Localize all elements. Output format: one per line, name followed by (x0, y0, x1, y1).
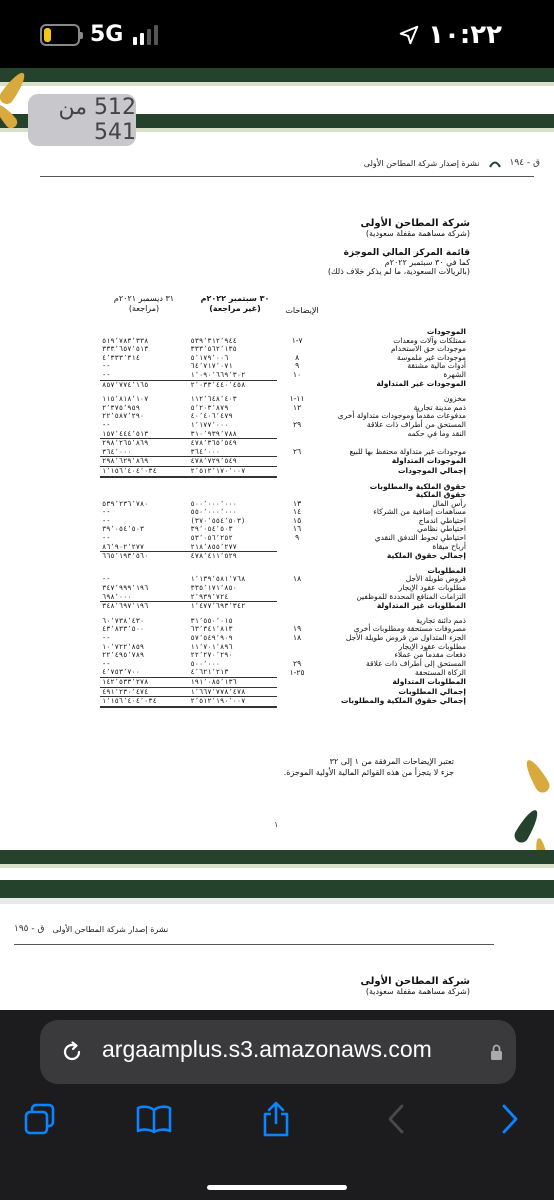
row-current-value: ٦٤٬٧١٧٬٠٧١ (190, 362, 233, 371)
col-current: ٣٠ سبتمبر ٢٠٢٢م (غير مراجعة) (200, 294, 270, 313)
row-label: الجزء المتداول من قروض طويلة الأجل (345, 633, 466, 642)
column-headers (100, 294, 470, 324)
row-label: مطلوبات عقود الإيجار (398, 641, 466, 651)
row-prior-value: ٦٩٨٬٠٠٠ (102, 592, 132, 601)
banner-stripe (0, 880, 554, 898)
row-note: ١٠ (293, 370, 302, 380)
table-row (100, 660, 468, 669)
row-label: إجمالي الموجودات (397, 466, 466, 476)
row-prior-value: ٢٢٬٥٨٧٬٢٩٠ (102, 412, 145, 421)
table-row (100, 677, 468, 687)
row-note: ١٨ (293, 574, 302, 584)
pdf-page-next[interactable] (0, 904, 554, 1018)
row-current-value: ٥٥٠٬٠٠٠٬٠٠٠ (190, 508, 237, 517)
table-row (100, 491, 468, 500)
row-current-value: ٥٬١٧٩٬٠٠٦ (190, 353, 229, 362)
row-note (277, 584, 317, 593)
row-note: ٧-١ (291, 335, 303, 345)
doc-header (14, 924, 168, 934)
row-label: النقد وما في حكمه (407, 428, 466, 438)
book-icon (136, 1104, 172, 1134)
row-current-value: ١٬١٧٧٬٠٠٠ (190, 420, 229, 429)
status-time (398, 20, 502, 50)
home-indicator[interactable] (207, 1185, 347, 1190)
banner-stripe (0, 82, 554, 86)
row-current-value: ٥٠٠٬٠٠٠٬٠٠٠ (190, 499, 237, 508)
row-label: الشهرة (443, 370, 466, 380)
row-prior-value: ٨٥٧٬٧٧٤٬١٦٥ (100, 380, 189, 389)
row-label: احتياطي تحوط التدفق النقدي (374, 533, 466, 543)
row-label: المستحق من أطراف ذات علاقة (366, 419, 466, 429)
table-row (100, 602, 468, 611)
row-current-value: (٣٧٠٬٥٥٤٬٥٠٣) (190, 516, 246, 525)
row-prior-value: ١٥٧٬٤٤٤٬٥١٣ (102, 429, 149, 438)
row-label: قروض طويلة الأجل (405, 574, 466, 584)
row-prior-value: -- (102, 362, 111, 371)
row-note: ٩ (295, 533, 300, 543)
row-current-value: ٣٣٣٬٥٦٢٬١٣٥ (190, 345, 237, 354)
company-type: (شركة مساهمة مقفلة سعودية) (365, 987, 470, 996)
row-prior-value: ٢٩٨٬٢٦٥٬٨٦٩ (100, 439, 189, 448)
row-current-value: ٤٧٨٬٣٦٥٬٥٤٩ (189, 439, 277, 448)
row-current-value (189, 491, 277, 500)
row-label: الموجودات (426, 327, 466, 336)
row-current-value: ٥٬٢٠٣٬٨٧٩ (190, 403, 229, 412)
row-note: ١٢ (293, 402, 302, 412)
row-current-value: ٤٧٨٬٧٢٩٬٥٤٩ (189, 457, 277, 467)
company-block (361, 976, 470, 996)
row-label: التزامات المنافع المحددة للموظفين (356, 591, 466, 601)
banner-stripe (0, 864, 554, 868)
row-current-value: ١٬٦٦٧٬٧٧٨٬٤٧٨ (189, 687, 277, 697)
row-label: مصروفات مستحقة ومطلوبات أخرى (353, 624, 466, 634)
table-row (100, 517, 468, 526)
row-note: ٩ (295, 361, 300, 371)
divider (40, 176, 534, 177)
bookmarks-button[interactable] (134, 1099, 174, 1139)
row-note: ١٩ (293, 624, 302, 634)
row-label: حقوق الملكية والمطلوبات (369, 481, 466, 491)
clock: ١٠:٢٢ (428, 20, 502, 50)
row-prior-value (100, 328, 189, 337)
network-type: 5G (90, 22, 124, 47)
battery-level (44, 28, 51, 42)
row-label: ممتلكات وآلات ومعدات (393, 335, 466, 345)
row-note (277, 380, 317, 389)
row-label: احتياطي اندماج (418, 515, 466, 525)
row-label: موجودات غير متداولة محتفظ بها للبيع (349, 446, 466, 456)
row-label: الموجودات غير المتداولة (376, 379, 466, 389)
row-label: ذمم دائنة تجارية (416, 615, 466, 625)
tabs-icon (23, 1102, 57, 1136)
row-prior-value: ٣٩٬٠٥٤٬٥٠٣ (102, 525, 145, 534)
row-current-value: ٢٬٩٣٩٬٧٢٤ (190, 592, 229, 601)
row-note (277, 593, 317, 602)
row-prior-value: ٤٬٣٣٣٬٣١٤ (102, 353, 140, 362)
row-label: مساهمات إضافية من الشركاء (373, 507, 466, 517)
row-current-value (189, 328, 277, 337)
row-note (277, 483, 317, 492)
table-row (100, 466, 468, 476)
row-prior-value (100, 491, 189, 500)
row-label: المطلوبات (427, 565, 466, 575)
location-arrow-icon (398, 24, 420, 46)
row-prior-value: ٤٣٬٨٣٣٬٥٠٠ (102, 625, 145, 634)
table-row (100, 534, 468, 543)
row-label: رأس المال (432, 498, 466, 508)
row-prior-value: -- (102, 575, 111, 584)
address-bar[interactable] (40, 1020, 516, 1084)
row-prior-value (100, 483, 189, 492)
back-button[interactable] (376, 1099, 416, 1139)
row-note: ٢٥-١ (289, 667, 305, 677)
share-button[interactable] (256, 1099, 296, 1139)
lock-icon (490, 1044, 503, 1060)
row-prior-value: ٢٩٨٬٦٢٩٬٨٦٩ (100, 457, 189, 467)
banner-stripe (0, 68, 554, 82)
row-current-value: ٣٩٬٠٥٤٬٥٠٣ (190, 525, 233, 534)
pdf-viewer[interactable] (0, 68, 554, 1018)
row-label: دفعات مقدماً من عملاء (394, 650, 466, 660)
row-current-value: ٣٦٤٬٠٠٠ (190, 447, 221, 456)
row-note: ٢٩ (293, 658, 302, 668)
table-row (100, 687, 468, 697)
row-label: مطلوبات عقود الإيجار (398, 583, 466, 593)
col-notes: الإيضاحات (285, 306, 319, 315)
row-current-value: ٤٬٦٢١٬٢١٣ (190, 668, 229, 677)
row-prior-value: ٥٣٩٬٢٣٦٬٧٨٠ (102, 499, 149, 508)
company-name: شركة المطاحن الأولى (360, 976, 470, 987)
row-prior-value: -- (102, 534, 111, 543)
row-current-value (189, 567, 277, 576)
table-row (100, 457, 468, 467)
row-note: ١٦ (293, 524, 302, 534)
row-current-value: ٤٧٨٬٤١١٬٥٢٩ (189, 552, 277, 561)
company-name: شركة المطاحن الأولى (360, 218, 470, 229)
row-current-value: ٢٬٥١٢٬١٩٠٬٠٠٧ (189, 697, 277, 707)
row-prior-value: -- (102, 516, 111, 525)
divider (14, 944, 494, 945)
row-prior-value: ٣٤٨٬٦٩٧٬١٩٦ (100, 602, 189, 611)
row-note: ١٤ (293, 507, 302, 517)
row-current-value: ١٩١٬٠٨٥٬١٣٦ (189, 677, 277, 687)
row-note (277, 552, 317, 561)
battery-icon (40, 24, 80, 46)
row-label: إجمالي حقوق الملكية والمطلوبات (340, 696, 466, 706)
row-current-value: ٦٣٬٣٤١٬٨١٣ (190, 625, 233, 634)
row-prior-value: ٨٦٬٩٠٢٬٢٧٧ (102, 542, 145, 551)
row-current-value: ١٬٤٧٧٬٦٩٣٬٣٤٢ (189, 602, 277, 611)
table-row (100, 483, 468, 492)
table-row (100, 362, 468, 371)
row-note: ١٥ (293, 515, 302, 525)
row-prior-value: -- (102, 370, 111, 379)
header-title: نشرة إصدار شركة المطاحن الأولى (52, 924, 169, 934)
row-label: المطلوبات المتداولة (392, 676, 466, 686)
row-label: موجودات حق الاستخدام (391, 344, 466, 354)
row-current-value: ٥٣٩٬٣١٢٬٩٤٤ (190, 336, 237, 345)
row-prior-value: ١٬١٥٦٬٤٠٤٬٠٣٤ (100, 697, 189, 707)
row-current-value: ٢٢٬٢٧٠٬٢٩٠ (190, 651, 233, 660)
row-label: مدفوعات مقدماً وموجودات متداولة أخرى (337, 411, 466, 421)
row-current-value: ٤٠٬٤٠٦٬٤٧٩ (190, 412, 233, 421)
table-row (100, 697, 468, 707)
row-note: ١٨ (293, 633, 302, 642)
unit-note: (بالريالات السعودية، ما لم يذكر خلاف ذلك) (327, 267, 470, 276)
forward-button[interactable] (490, 1099, 530, 1139)
row-current-value: ٢٬٠٣٣٬٤٤٠٬٤٥٨ (189, 380, 277, 389)
row-current-value: ٣١٠٬٩٣٩٬٧٨٨ (190, 429, 237, 438)
row-prior-value: ٣٦٤٬٠٠٠ (102, 447, 132, 456)
tabs-button[interactable] (20, 1099, 60, 1139)
table-row (100, 430, 468, 439)
row-current-value: ٥٣٬٠٥٦٬٢٥٢ (190, 534, 233, 543)
row-prior-value: -- (102, 659, 111, 668)
row-note: ٨ (295, 352, 300, 362)
signal-icon (133, 25, 158, 45)
company-block (328, 218, 470, 276)
row-note (277, 643, 317, 652)
row-current-value: ١١٢٬٦٤٨٬٤٠٣ (190, 395, 237, 404)
table-row (100, 380, 468, 389)
row-label: ذمم مدينة تجارية (413, 402, 466, 412)
row-prior-value (100, 567, 189, 576)
row-prior-value: -- (102, 420, 111, 429)
row-label: المستحق إلى أطراف ذات علاقة (365, 658, 466, 668)
row-current-value: ٣١٬٥٥٠٬٠١٥ (190, 616, 233, 625)
row-prior-value: ٥١٩٬٧٨٣٬٣٣٨ (102, 336, 149, 345)
row-label: الموجودات المتداولة (391, 456, 466, 466)
row-current-value: ١٬١٣٩٬٥٨١٬٧٦٨ (190, 575, 246, 584)
row-note (277, 687, 317, 697)
header-title: نشرة إصدار شركة المطاحن الأولى (363, 158, 480, 168)
share-icon (261, 1101, 291, 1137)
reload-icon[interactable] (60, 1040, 84, 1064)
row-label: موجودات غير ملموسة (397, 352, 466, 362)
table-row (100, 508, 468, 517)
row-note: ٢٩ (293, 419, 302, 429)
col-prior: ٣١ ديسمبر ٢٠٢١م (مراجعة) (113, 294, 175, 313)
row-label: مخزون (443, 394, 466, 404)
url-text[interactable]: argaamplus.s3.amazonaws.com (102, 1036, 432, 1062)
row-prior-value: ١٠٬٧٢٢٬٨٥٩ (102, 642, 145, 651)
page-number: ١ (274, 820, 279, 829)
wheat-logo-icon (488, 158, 502, 168)
row-prior-value: ١١٥٬٨١٨٬١٠٧ (102, 395, 149, 404)
row-prior-value: ٢٬٣٧٥٬٩٥٩ (102, 403, 140, 412)
header-page-ref: ق - ١٩٤ (509, 158, 540, 168)
chevron-right-icon (500, 1103, 520, 1135)
row-note (277, 677, 317, 687)
address-bar-area (0, 1010, 554, 1095)
row-note (277, 602, 317, 611)
row-prior-value: -- (102, 634, 111, 642)
row-note: ١٣ (293, 498, 302, 508)
row-label: حقوق الملكية (415, 490, 466, 500)
row-note (277, 457, 317, 467)
row-current-value: ٢١٨٬٨٥٥٬٢٧٧ (190, 542, 237, 551)
row-label: المطلوبات غير المتداولة (376, 600, 466, 610)
page-counter: 512 من 541 (28, 94, 136, 146)
row-prior-value: -- (102, 508, 111, 517)
balance-sheet-table (100, 328, 468, 708)
row-prior-value: ٢٢٬٤٩٥٬٧٨٩ (102, 651, 145, 660)
status-bar (0, 0, 554, 68)
browser-toolbar (0, 1095, 554, 1200)
statement-date: كما في ٣٠ سبتمبر ٢٠٢٢م (384, 258, 470, 267)
row-current-value: ٢٬٥١٢٬١٧٠٬٠٠٧ (189, 466, 277, 476)
footnote: تعتبر الإيضاحات المرفقة من ١ إلى ٣٢ جزء لا يتجزأ من هذه القوائم المالية الأولية الموجزة. (283, 757, 454, 777)
pdf-page[interactable] (0, 68, 554, 898)
doc-header (364, 158, 540, 168)
row-current-value: ١٬٠٩٠٬٦٦٩٬٣٠٢ (190, 370, 246, 379)
row-label: احتياطي نظامي (417, 524, 466, 534)
network-status (40, 22, 158, 47)
row-label: أدوات مالية مشتقة (407, 361, 466, 371)
chevron-left-icon (386, 1103, 406, 1135)
row-current-value: ١١٬٧٠١٬٨٩٦ (190, 642, 233, 651)
table-row (100, 395, 468, 404)
row-note (277, 697, 317, 707)
table-row (100, 552, 468, 561)
row-label: إجمالي حقوق الملكية (386, 551, 466, 560)
row-prior-value: ٣٣٣٬٦٥٧٬٥١٣ (102, 345, 149, 354)
row-label: الزكاة المستحقة (415, 667, 466, 677)
row-prior-value: ٦٦٥٬١٩٣٬٥٦٠ (100, 552, 189, 561)
row-label: إجمالي المطلوبات (398, 686, 466, 696)
row-prior-value: ١٬١٥٦٬٤٠٤٬٠٣٤ (100, 466, 189, 476)
row-note: ١١-١ (289, 394, 305, 404)
row-note (277, 430, 317, 439)
row-note: ٢٦ (293, 446, 302, 456)
row-note (277, 543, 317, 552)
wheat-leaf-icon (522, 757, 552, 795)
statement-title: قائمة المركز المالي الموجزة (343, 248, 470, 258)
row-note (277, 466, 317, 476)
row-label: أرباح مبقاة (432, 541, 466, 551)
row-current-value: ٥٠٠٬٠٠٠ (190, 659, 221, 668)
row-prior-value: ٦٠٬٧٣٨٬٤٣٠ (102, 616, 145, 625)
row-current-value: ٣٣٥٬١٧١٬٨٥٠ (190, 584, 237, 593)
banner-stripe (0, 850, 554, 864)
row-prior-value: ٤٬٧٥٣٬٧٠٠ (102, 668, 140, 677)
row-prior-value: ٤٩١٬٢٣٠٬٤٧٤ (100, 687, 189, 697)
row-current-value: ٥٧٬٥٤٩٬٩٠٩ (190, 634, 233, 642)
row-current-value (189, 483, 277, 492)
company-type: (شركة مساهمة مقفلة سعودية) (365, 229, 470, 238)
row-prior-value: ١٤٢٬٥٣٣٬٢٧٨ (100, 677, 189, 687)
header-page-ref: ق - ١٩٥ (14, 924, 45, 934)
row-prior-value: ٣٤٧٬٩٩٩٬١٩٦ (102, 584, 149, 593)
